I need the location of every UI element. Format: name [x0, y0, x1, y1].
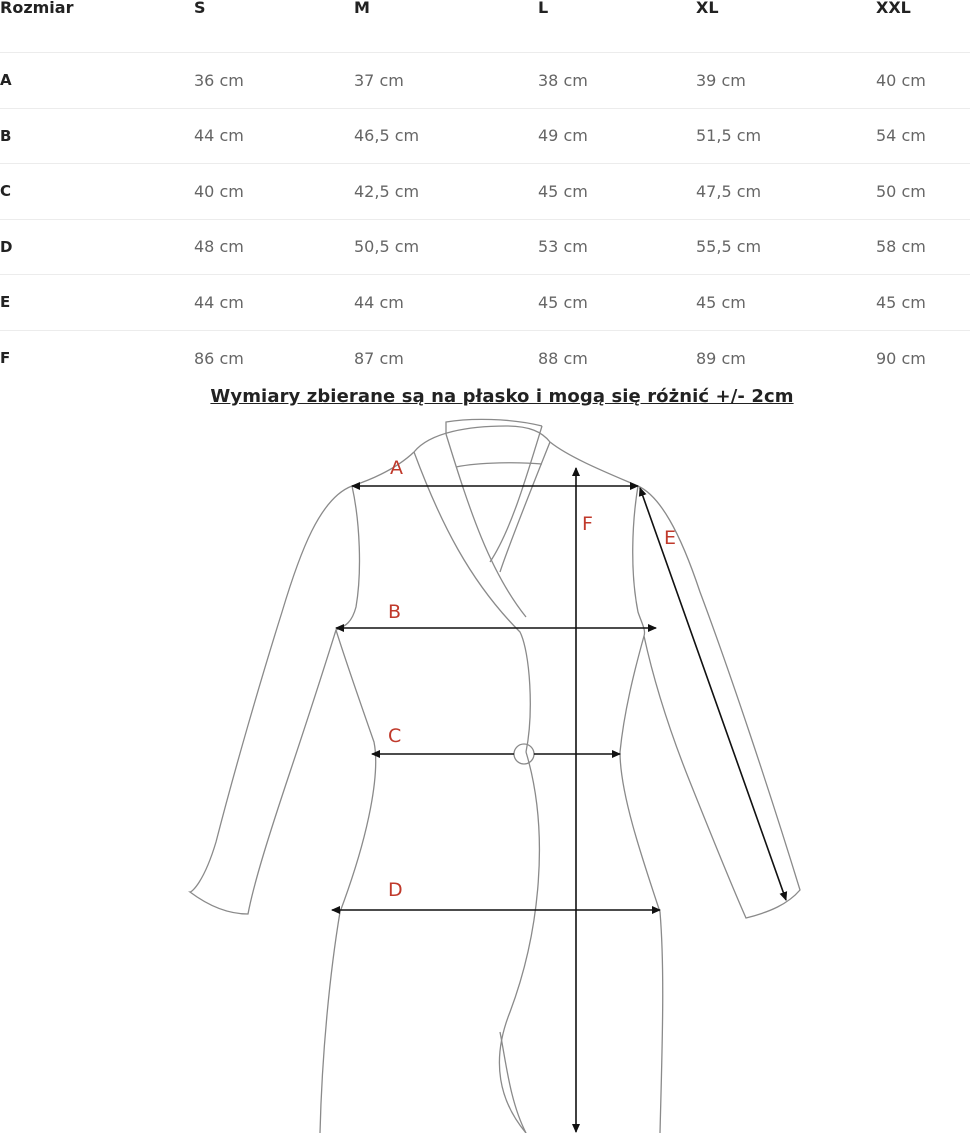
- dimension-b-label: B: [388, 601, 402, 623]
- header-size-xxl: XXL: [876, 0, 911, 17]
- table-cell: 38 cm: [538, 70, 588, 90]
- table-cell: 45 cm: [538, 292, 588, 312]
- table-cell: 44 cm: [194, 292, 244, 312]
- table-cell: 58 cm: [876, 237, 926, 257]
- table-cell: 50 cm: [876, 181, 926, 201]
- table-cell: 51,5 cm: [696, 126, 762, 146]
- table-cell: 50,5 cm: [354, 237, 420, 257]
- table-cell: 86 cm: [194, 348, 244, 368]
- size-table-header-row: [0, 0, 970, 53]
- header-size-l: L: [538, 0, 549, 17]
- dimension-c: [372, 725, 620, 754]
- table-cell: 87 cm: [354, 348, 404, 368]
- table-cell: 53 cm: [538, 237, 588, 257]
- table-row: [0, 330, 970, 386]
- coat-outline: [190, 419, 800, 1133]
- table-cell: 44 cm: [194, 126, 244, 146]
- table-cell: 45 cm: [696, 292, 746, 312]
- table-cell: 49 cm: [538, 126, 588, 146]
- table-cell: 54 cm: [876, 126, 926, 146]
- dimension-d: [332, 879, 660, 910]
- table-cell: 44 cm: [354, 292, 404, 312]
- table-row: [0, 53, 970, 109]
- table-cell: 48 cm: [194, 237, 244, 257]
- dimension-c-label: C: [388, 725, 402, 747]
- row-label: B: [0, 126, 12, 145]
- table-cell: 45 cm: [876, 292, 926, 312]
- table-cell: 37 cm: [354, 70, 404, 90]
- table-row: [0, 219, 970, 275]
- size-table: [0, 0, 970, 386]
- dimension-e-label: E: [664, 527, 677, 549]
- table-cell: 40 cm: [876, 70, 926, 90]
- table-cell: 89 cm: [696, 348, 746, 368]
- table-cell: 46,5 cm: [354, 126, 420, 146]
- dimension-a-label: A: [390, 457, 403, 479]
- row-label: C: [0, 182, 12, 201]
- table-cell: 47,5 cm: [696, 181, 762, 201]
- header-size-xl: XL: [696, 0, 719, 17]
- header-size-m: M: [354, 0, 370, 17]
- dimension-d-label: D: [388, 879, 403, 901]
- table-cell: 88 cm: [538, 348, 588, 368]
- table-cell: 55,5 cm: [696, 237, 762, 257]
- header-size-s: S: [194, 0, 206, 17]
- table-cell: 42,5 cm: [354, 181, 420, 201]
- dimension-a: [352, 457, 638, 486]
- table-row: [0, 164, 970, 220]
- dimension-f: [576, 468, 593, 1132]
- row-label: F: [0, 349, 11, 367]
- table-cell: 36 cm: [194, 70, 244, 90]
- dimension-f-label: F: [582, 513, 593, 535]
- table-row: [0, 108, 970, 164]
- row-label: E: [0, 293, 11, 312]
- table-cell: 45 cm: [538, 181, 588, 201]
- table-cell: 40 cm: [194, 181, 244, 201]
- coat-measurement-diagram: [170, 412, 830, 1133]
- row-label: D: [0, 237, 13, 256]
- measurement-note: Wymiary zbierane są na płasko i mogą się różnić +/- 2cm: [210, 386, 794, 407]
- table-cell: 39 cm: [696, 70, 746, 90]
- row-label: A: [0, 71, 12, 90]
- header-size-label: Rozmiar: [0, 0, 74, 17]
- table-cell: 90 cm: [876, 348, 926, 368]
- table-row: [0, 275, 970, 331]
